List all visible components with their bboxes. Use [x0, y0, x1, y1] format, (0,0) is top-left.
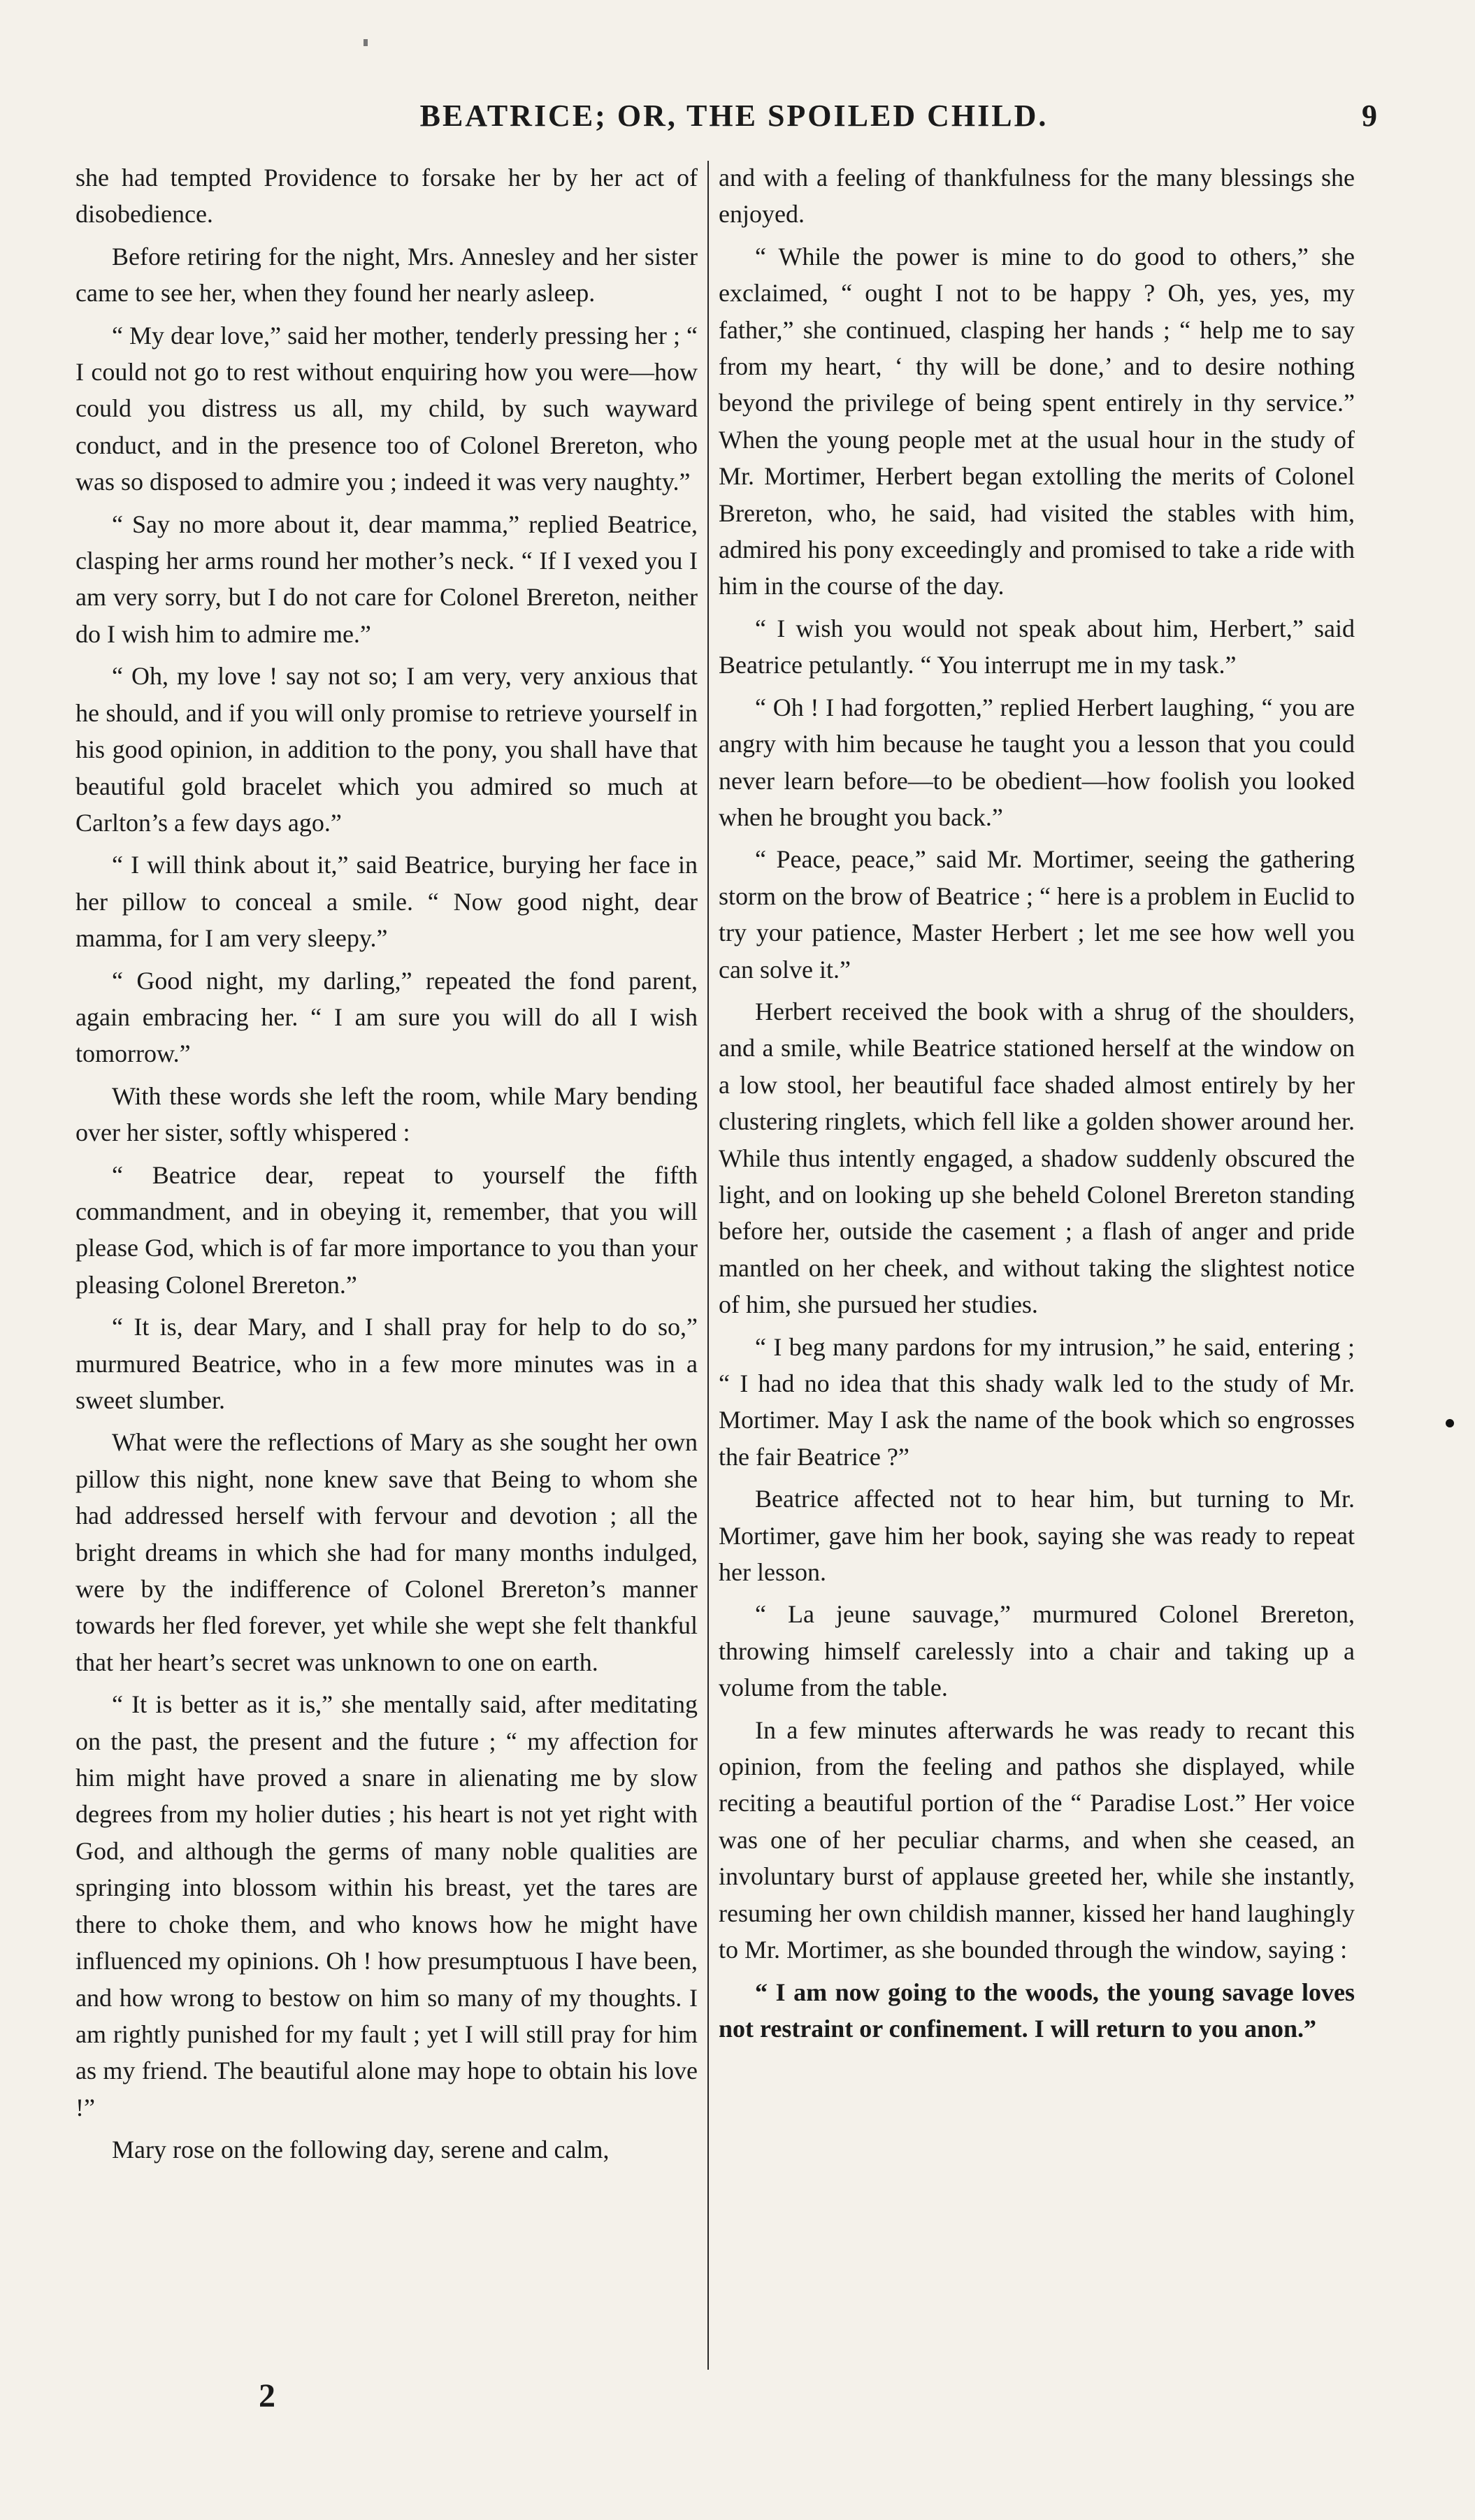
paragraph: and with a feeling of thankfulness for the many blessings she enjoyed. [719, 164, 1355, 229]
paragraph: “ I wish you would not speak about him, Herbert,” said Beatrice petulantly. “ You interrupt me in my task.” [719, 614, 1355, 679]
left-column [75, 159, 698, 2174]
column-rule [707, 161, 709, 2370]
paragraph: she had tempted Providence to forsake her by her act of disobedience. [75, 164, 698, 229]
paragraph: Before retiring for the night, Mrs. Annesley and her sister came to see her, when they found her nearly asleep. [75, 242, 698, 308]
running-title: BEATRICE; OR, THE SPOILED CHILD. [419, 99, 1049, 133]
paragraph: “ I will think about it,” said Beatrice, burying her face in her pillow to conceal a smile. “ Now good night, dear mamma, for I am very sleepy.” [75, 851, 698, 953]
paragraph: What were the reflections of Mary as she sought her own pillow this night, none knew save that Being to whom she had addressed herself with fervour and devotion ; all the bright dreams in which she had for many months indulged, were by the indifference of Colonel Brereton’s manner towards her fled forever, yet while she wept she felt thankful that her heart’s secret was unknown to one on earth. [75, 1428, 698, 1676]
paragraph: “ Good night, my darling,” repeated the fond parent, again embracing her. “ I am sure you will do all I wish tomorrow.” [75, 966, 698, 1068]
right-column [719, 159, 1355, 2052]
print-smudge [364, 39, 368, 46]
edge-mark [1446, 1419, 1454, 1427]
paragraph: “ I beg many pardons for my intrusion,” he said, entering ; “ I had no idea that this shady walk led to the study of Mr. Mortimer. May I ask the name of the book which so engrosses the fair Beatrice ?” [719, 1332, 1355, 1471]
paragraph: Beatrice affected not to hear him, but turning to Mr. Mortimer, gave him her book, saying she was ready to repeat her lesson. [719, 1485, 1355, 1587]
paragraph: With these words she left the room, while Mary bending over her sister, softly whispered : [75, 1081, 698, 1147]
paragraph: “ My dear love,” said her mother, tenderly pressing her ; “ I could not go to rest without enquiring how you were—how could you distress us all, my child, by such wayward conduct, and in the presence too of Colonel Brereton, who was so disposed to admire you ; indeed it was very naughty.” [75, 321, 698, 496]
paragraph: “ It is better as it is,” she mentally said, after meditating on the past, the present and the future ; “ my affection for him might have proved a snare in alienating me by slow degrees from my holier duties ; his heart is not yet right with God, and although the germs of many noble qualities are springing into blossom within his breast, yet the tares are there to choke them, and who knows how he might have influenced my opinions. Oh ! how presumptuous I have been, and how wrong to bestow on him so many of my thoughts. I am rightly punished for my fault ; yet I will still pray for him as my friend. The beautiful alone may hope to obtain his love !” [75, 1690, 698, 2122]
paragraph: “ Oh ! I had forgotten,” replied Herbert laughing, “ you are angry with him because he taught you a lesson that you could never learn before—to be obedient—how foolish you looked when he brought you back.” [719, 693, 1355, 831]
paragraph: “ Beatrice dear, repeat to yourself the fifth commandment, and in obeying it, remember, that you will please God, which is of far more importance to you than your pleasing Colonel Brereton.” [75, 1160, 698, 1299]
paragraph: Mary rose on the following day, serene and calm, [112, 2136, 610, 2164]
paragraph: “ It is, dear Mary, and I shall pray for help to do so,” murmured Beatrice, who in a few more minutes was in a sweet slumber. [75, 1313, 698, 1414]
paragraph: “ While the power is mine to do good to others,” she exclaimed, “ ought I not to be happy ? Oh, yes, yes, my father,” she continued, clasping her hands ; “ help me to say from my heart, ‘ thy will be done,’ and to desire nothing beyond the privilege of being spent entirely in thy service.” When the young people met at the usual hour in the study of Mr. Mortimer, Herbert began extolling the merits of Colonel Brereton, who, he said, had visited the stables with him, admired his pony exceedingly and promised to take a ride with him in the course of the day. [719, 242, 1355, 600]
paragraph: “ Peace, peace,” said Mr. Mortimer, seeing the gathering storm on the brow of Beatrice ; “ here is a problem in Euclid to try your patience, Master Herbert ; let me see how well you can solve it.” [719, 845, 1355, 984]
paragraph: Herbert received the book with a shrug of the shoulders, and a smile, while Beatrice stationed herself at the window on a low stool, her beautiful face shaded almost entirely by her clustering ringlets, which fell like a golden shower around her. While thus intently engaged, a shadow suddenly obscured the light, and on looking up she beheld Colonel Brereton standing before her, outside the casement ; a flash of anger and pride mantled on her cheek, and without taking the slightest notice of him, she pursued her studies. [719, 997, 1355, 1319]
paragraph: In a few minutes afterwards he was ready to recant this opinion, from the feeling and pathos she displayed, while reciting a beautiful portion of the “ Paradise Lost.” Her voice was one of her peculiar charms, and when she ceased, an involuntary burst of applause greeted her, while she instantly, resuming her own childish manner, kissed her hand laughingly to Mr. Mortimer, as she bounded through the window, saying : [719, 1715, 1355, 1964]
paragraph: “ Oh, my love ! say not so; I am very, very anxious that he should, and if you will only promise to retrieve yourself in his good opinion, in addition to the pony, you shall have that beautiful gold bracelet which you admired so much at Carlton’s a few days ago.” [75, 662, 698, 837]
paragraph: “ La jeune sauvage,” murmured Colonel Brereton, throwing himself carelessly into a chair and taking up a volume from the table. [719, 1600, 1355, 1702]
signature-mark: 2 [259, 2377, 275, 2414]
paragraph: “ I am now going to the woods, the young savage loves not restraint or confinement. I will return to you anon.” [719, 1978, 1355, 2043]
page-number: 9 [1362, 99, 1377, 133]
running-head [105, 98, 1377, 140]
paragraph: “ Say no more about it, dear mamma,” replied Beatrice, clasping her arms round her mother’s neck. “ If I vexed you I am very sorry, but I do not care for Colonel Brereton, neither do I wish him to admire me.” [75, 510, 698, 648]
